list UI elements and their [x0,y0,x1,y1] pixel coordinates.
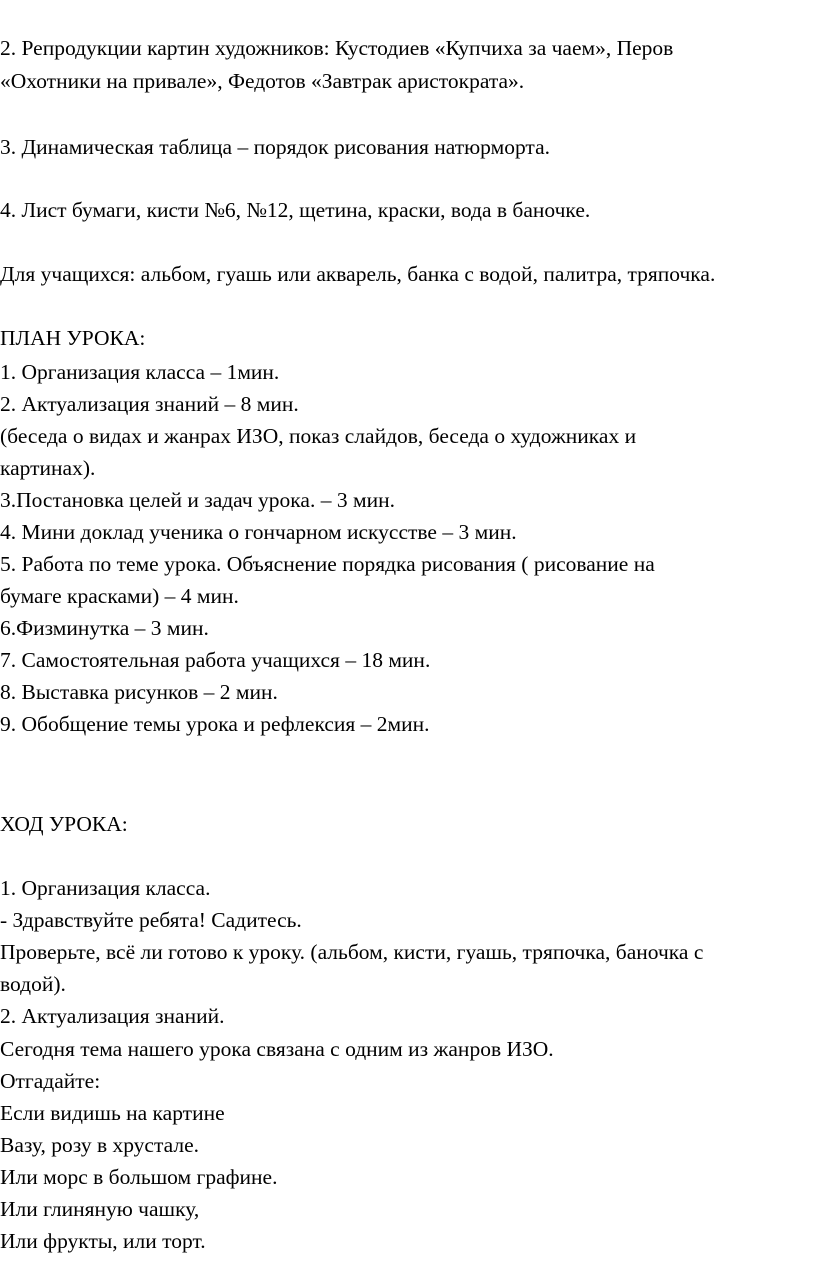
plan-step-5-line-2: бумаге красками) – 4 мин. [0,584,239,608]
lesson-riddle-line-1: Если видишь на картине [0,1101,225,1125]
materials-item-2-line-2: «Охотники на привале», Федотов «Завтрак аристократа». [0,69,525,93]
plan-step-3: 3.Постановка целей и задач урока. – 3 мин. [0,488,395,512]
lesson-check-line-2: водой). [0,972,66,996]
plan-step-2-note-line-2: картинах). [0,456,96,480]
lesson-stage-1: 1. Организация класса. [0,876,211,900]
plan-step-5-line-1: 5. Работа по теме урока. Объяснение порядка рисования ( рисование на [0,552,655,576]
lesson-riddle-intro: Отгадайте: [0,1069,101,1093]
materials-item-3: 3. Динамическая таблица – порядок рисования натюрморта. [0,135,550,159]
lesson-heading: ХОД УРОКА: [0,812,128,836]
lesson-riddle-line-5: Или фрукты, или торт. [0,1229,206,1253]
plan-step-9: 9. Обобщение темы урока и рефлексия – 2мин. [0,712,430,736]
plan-heading: ПЛАН УРОКА: [0,326,146,350]
plan-step-2-note-line-1: (беседа о видах и жанрах ИЗО, показ слайдов, беседа о художниках и [0,424,637,448]
lesson-topic: Сегодня тема нашего урока связана с одним из жанров ИЗО. [0,1037,554,1061]
lesson-stage-2: 2. Актуализация знаний. [0,1004,225,1028]
materials-item-2-line-1: 2. Репродукции картин художников: Кустодиев «Купчиха за чаем», Перов [0,36,674,60]
plan-step-1: 1. Организация класса – 1мин. [0,360,280,384]
lesson-check-line-1: Проверьте, всё ли готово к уроку. (альбом, кисти, гуашь, тряпочка, баночка с [0,940,704,964]
plan-step-4: 4. Мини доклад ученика о гончарном искусстве – 3 мин. [0,520,517,544]
lesson-riddle-line-2: Вазу, розу в хрустале. [0,1133,200,1157]
lesson-riddle-line-3: Или морс в большом графине. [0,1165,278,1189]
materials-item-4: 4. Лист бумаги, кисти №6, №12, щетина, краски, вода в баночке. [0,198,591,222]
plan-step-6: 6.Физминутка – 3 мин. [0,616,209,640]
plan-step-2: 2. Актуализация знаний – 8 мин. [0,392,299,416]
plan-step-8: 8. Выставка рисунков – 2 мин. [0,680,278,704]
plan-step-7: 7. Самостоятельная работа учащихся – 18 мин. [0,648,431,672]
materials-students: Для учащихся: альбом, гуашь или акварель, банка с водой, палитра, тряпочка. [0,262,716,286]
lesson-riddle-line-4: Или глиняную чашку, [0,1197,200,1221]
lesson-greeting: - Здравствуйте ребята! Садитесь. [0,908,302,932]
